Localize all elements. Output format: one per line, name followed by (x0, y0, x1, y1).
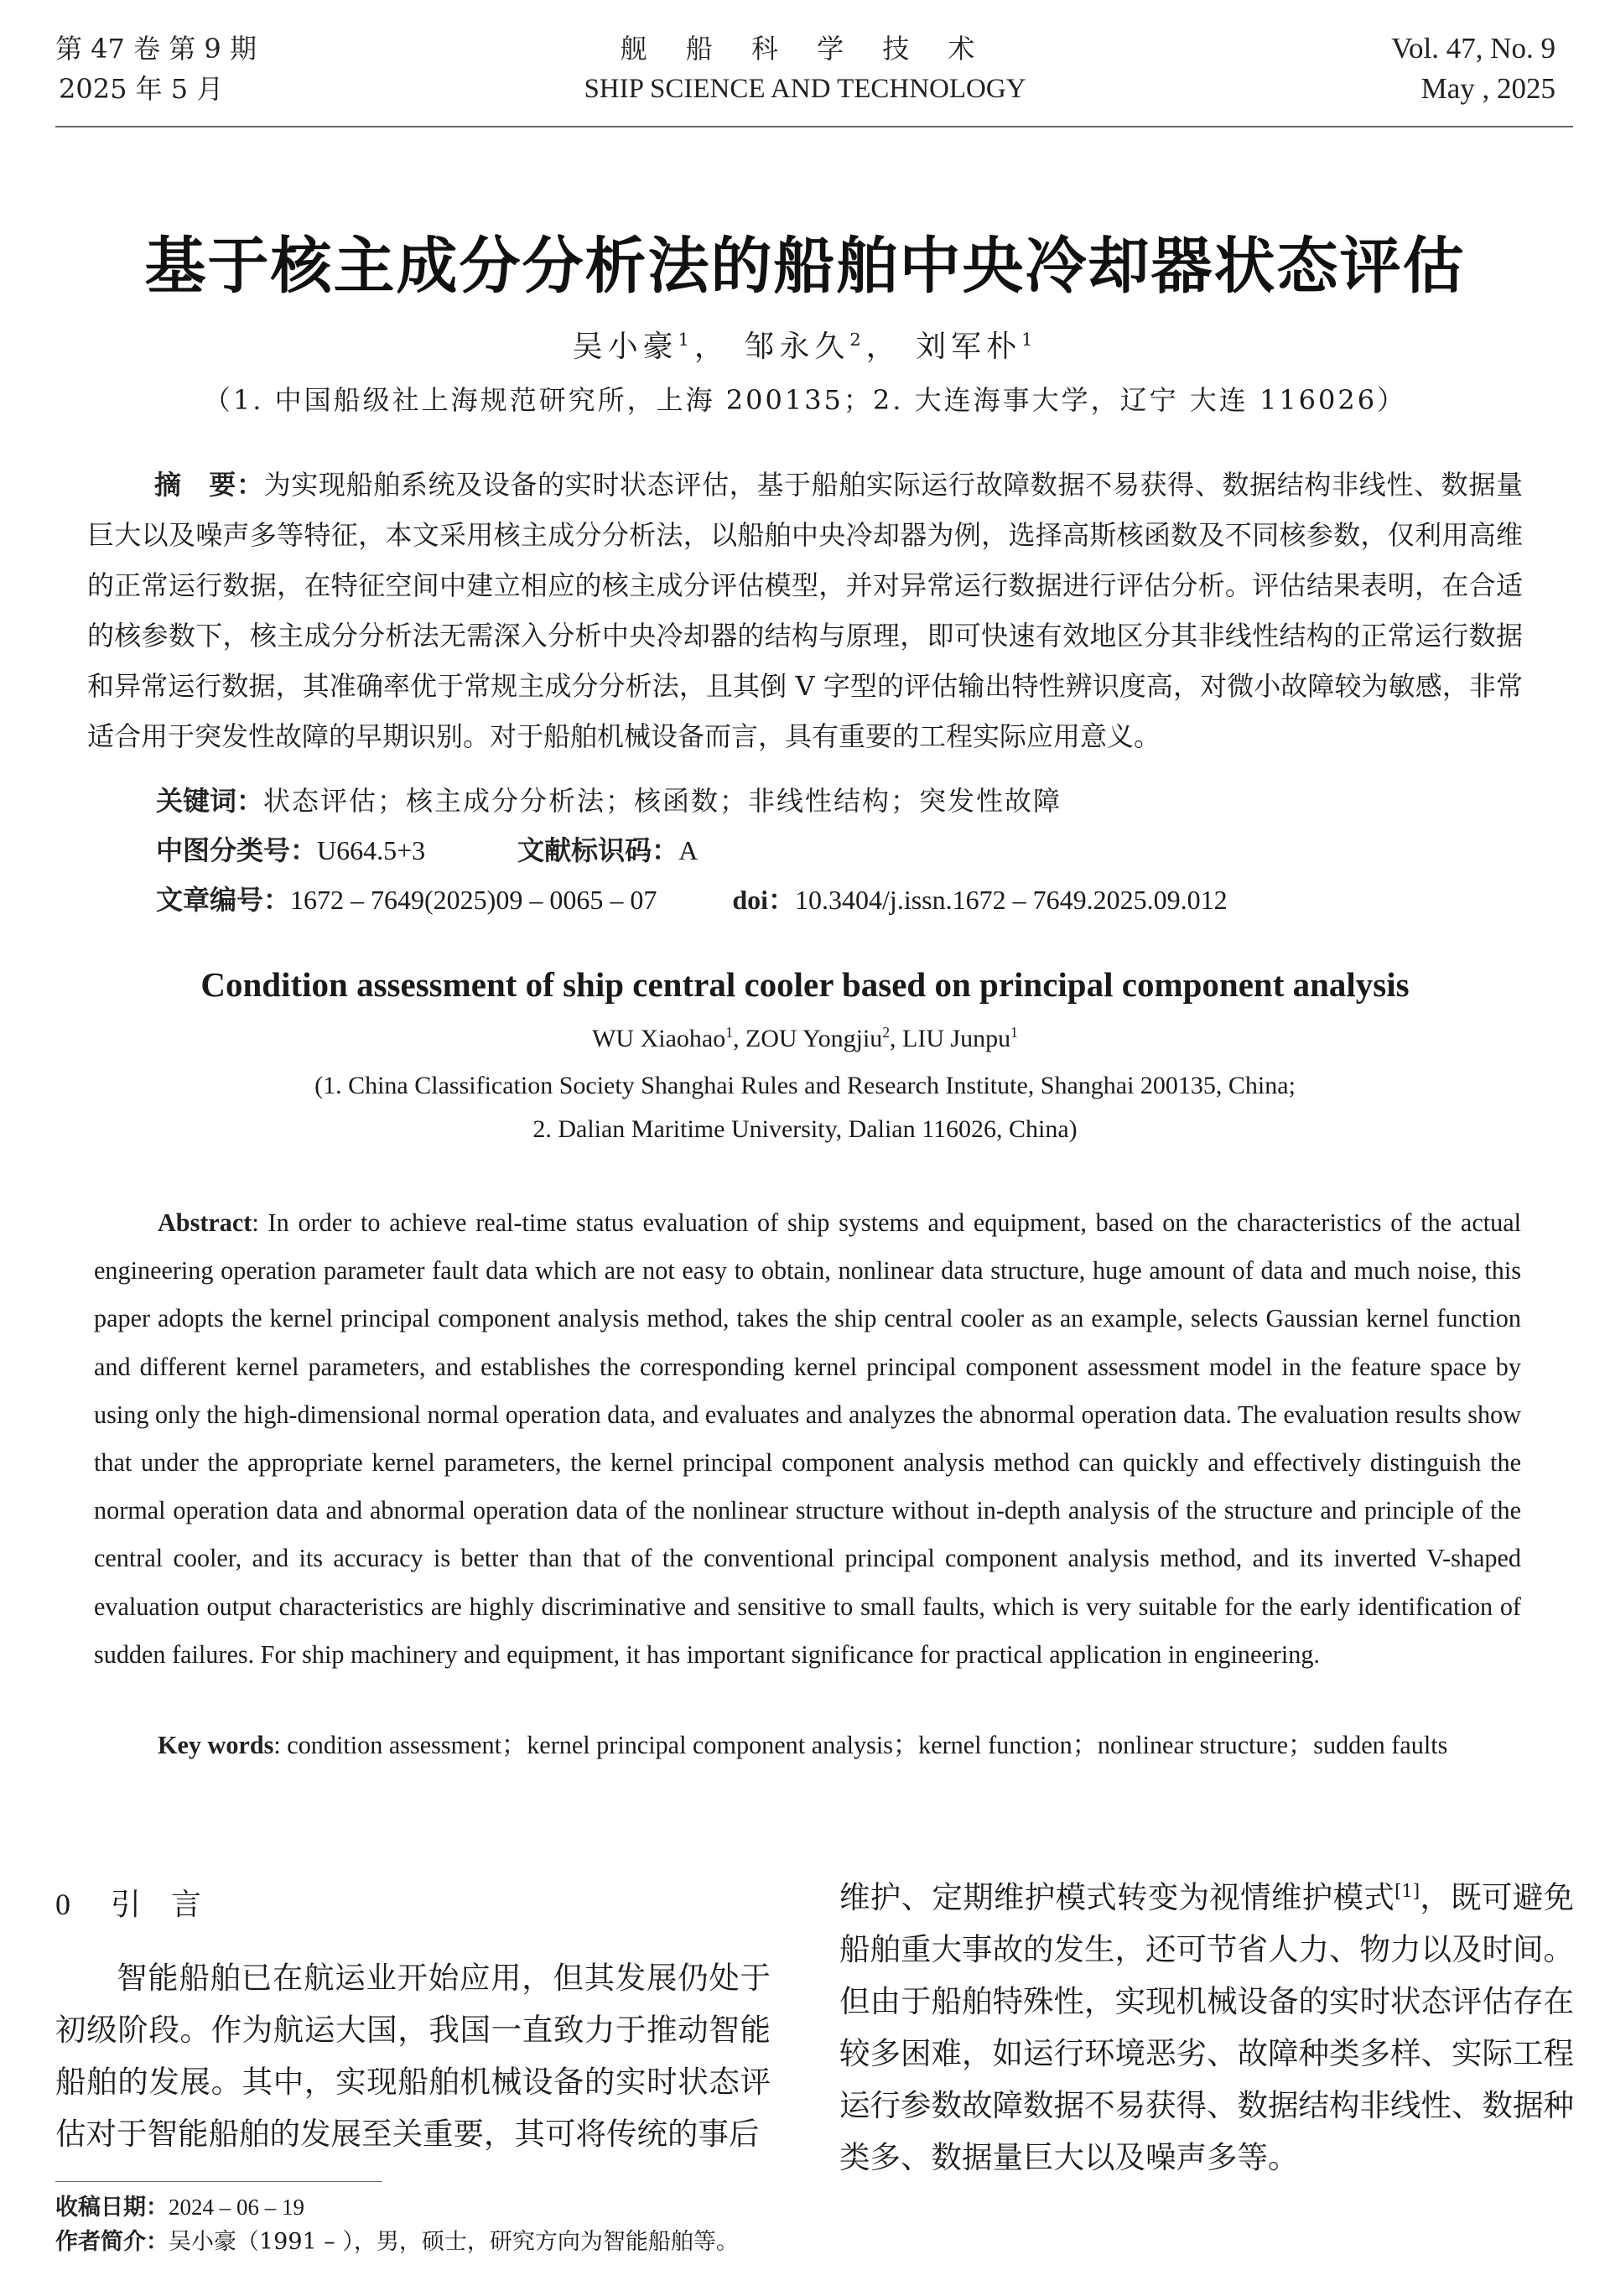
doc-code-value: A (678, 835, 699, 865)
author-separator-en: , (890, 1025, 903, 1052)
header-date-en: May , 2025 (1420, 72, 1555, 105)
header-volume-cn: 第 47 卷 第 9 期 (55, 33, 257, 65)
section-title: 引言 (111, 1888, 232, 1922)
abstract-text-en: : In order to achieve real-time status evaluation of ship systems and equipment, based on the characteristics of the actual engineering operation parameter fault data which are not easy to obtain, nonlinear data structure, huge amount of data and much noise, this paper adopts the kernel principal component analysis method, takes the ship central cooler as an example, selects Gaussian kernel function and different kernel parameters, and establishes the corresponding kernel principal component assessment model in the feature space by using only the high-dimensional normal operation data, and evaluates and analyzes the abnormal operation data. The evaluation results show that under the appropriate kernel parameters, the kernel principal component analysis method can quickly and effectively distinguish the normal operation data and abnormal operation data of the nonlinear structure without in-depth analysis of the structure and principle of the central cooler, and its accuracy is better than that of the conventional principal component analysis method, and its inverted V-shaped evaluation output characteristics are highly discriminative and sensitive to small faults, which is very suitable for the early identification of sudden failures. For ship machinery and equipment, it has important significance for practical application in engineering. (94, 1208, 1521, 1669)
received-label: 收稿日期： (55, 2195, 169, 2221)
author-affil-mark-en: 1 (1010, 1024, 1018, 1041)
keywords-text-en: : condition assessment；kernel principal component analysis；kernel function；nonlinear structure；sudden faults (273, 1731, 1448, 1759)
abstract-label-en: Abstract (158, 1208, 252, 1237)
keywords-label-en: Key words (158, 1731, 274, 1759)
paper-title-cn: 基于核主成分分析法的船舶中央冷却器状态评估 (144, 230, 1466, 302)
header-divider (55, 126, 1573, 127)
author-separator: ， (693, 330, 730, 364)
classification-row (156, 832, 698, 869)
clc-value: U664.5+3 (317, 835, 426, 865)
keywords-label-cn: 关键词： (156, 785, 264, 817)
citation-ref[interactable]: [1] (1394, 1879, 1420, 1901)
author-separator: ， (865, 330, 901, 364)
header-volume-en: Vol. 47, No. 9 (1391, 32, 1555, 65)
author-name: 吴小豪 (572, 330, 678, 364)
journal-name-en: SHIP SCIENCE AND TECHNOLOGY (584, 74, 1026, 104)
author-bio-text: 吴小豪（1991 – ），男，硕士，研究方向为智能船舶等。 (169, 2229, 739, 2255)
abstract-text-cn: 为实现船舶系统及设备的实时状态评估，基于船舶实际运行故障数据不易获得、数据结构非线性、数据量巨大以及噪声多等特征，本文采用核主成分分析法，以船舶中央冷却器为例，选择高斯核函数及不同核参数，仅利用高维的正常运行数据，在特征空间中建立相应的核主成分评估模型，并对异常运行数据进行评估分析。评估结果表明，在合适的核参数下，核主成分分析法无需深入分析中央冷却器的结构与原理，即可快速有效地区分其非线性结构的正常运行数据和异常运行数据，其准确率优于常规主成分分析法，且其倒 V 字型的评估输出特性辨识度高，对微小故障较为敏感，非常适合用于突发性故障的早期识别。对于船舶机械设备而言，具有重要的工程实际应用意义。 (87, 469, 1523, 752)
author-name: 邹永久 (744, 330, 850, 364)
author-separator-en: , (732, 1025, 745, 1052)
author-list-en (0, 1025, 1610, 1053)
article-number-value: 1672 – 7649(2025)09 – 0065 – 07 (290, 885, 657, 915)
received-date: 2024 – 06 – 19 (169, 2195, 304, 2220)
section-number: 0 (55, 1888, 74, 1921)
affiliations-cn: （1. 中国船级社上海规范研究所，上海 200135；2. 大连海事大学，辽宁 大连 116026） (203, 384, 1407, 416)
affiliation-en-line: (1. China Classification Society Shanghai Rules and Research Institute, Shanghai 200135, China; (314, 1072, 1296, 1099)
author-affil-mark-en: 1 (725, 1024, 733, 1041)
keywords-text-cn: 状态评估；核主成分分析法；核函数；非线性结构；突发性故障 (263, 785, 1062, 817)
author-name-en: LIU Junpu (902, 1025, 1011, 1052)
author-list-cn (0, 323, 1610, 366)
keywords-cn (156, 782, 1062, 819)
article-number-row (156, 881, 1228, 918)
author-name-en: ZOU Yongjiu (745, 1025, 883, 1052)
doi-label: doi： (732, 885, 796, 915)
author-affil-mark: 1 (1021, 330, 1038, 350)
affiliation-en-line: 2. Dalian Maritime University, Dalian 116026, China) (532, 1115, 1078, 1143)
body-column-right (839, 1872, 1574, 2184)
author-bio-label: 作者简介： (55, 2229, 169, 2255)
abstract-en (94, 1199, 1521, 1679)
author-affil-mark: 1 (678, 330, 694, 350)
doc-code-label: 文献标识码： (517, 834, 679, 866)
article-number-label: 文章编号： (156, 884, 291, 916)
author-name: 刘军朴 (916, 330, 1022, 364)
footnote-received (55, 2190, 304, 2225)
footnote-author-bio (55, 2226, 739, 2259)
header-date-cn: 2025 年 5 月 (59, 73, 224, 105)
doi-value: 10.3404/j.issn.1672 – 7649.2025.09.012 (795, 885, 1228, 915)
clc-label: 中图分类号： (156, 834, 318, 866)
paper-title-en: Condition assessment of ship central cooler based on principal component analysis (200, 965, 1410, 1004)
author-affil-mark: 2 (849, 330, 866, 350)
abstract-cn (87, 460, 1523, 761)
author-name-en: WU Xiaohao (592, 1025, 726, 1052)
header-volume-info-en (1304, 32, 1555, 106)
body-column-left: 智能船舶已在航运业开始应用，但其发展仍处于初级阶段。作为航运大国，我国一直致力于推动智能船舶的发展。其中，实现船舶机械设备的实时状态评估对于智能船舶的发展至关重要，其可将传统的事后 (55, 1960, 771, 2152)
body-text: 维护、定期维护模式转变为视情维护模式 (839, 1879, 1395, 1915)
footnote-divider (55, 2181, 382, 2182)
section-heading (55, 1881, 231, 1924)
author-affil-mark-en: 2 (882, 1024, 891, 1041)
keywords-en (94, 1722, 1521, 1769)
journal-name-cn: 舰 船 科 学 技 术 (620, 33, 990, 65)
abstract-label-cn: 摘 要： (154, 469, 264, 501)
body-text: ，既可避免船舶重大事故的发生，还可节省人力、物力以及时间。但由于船舶特殊性，实现机械设备的实时状态评估存在较多困难，如运行环境恶劣、故障种类多样、实际工程运行参数故障数据不易获得、数据结构非线性、数据种类多、数据量巨大以及噪声多等。 (839, 1879, 1575, 2175)
